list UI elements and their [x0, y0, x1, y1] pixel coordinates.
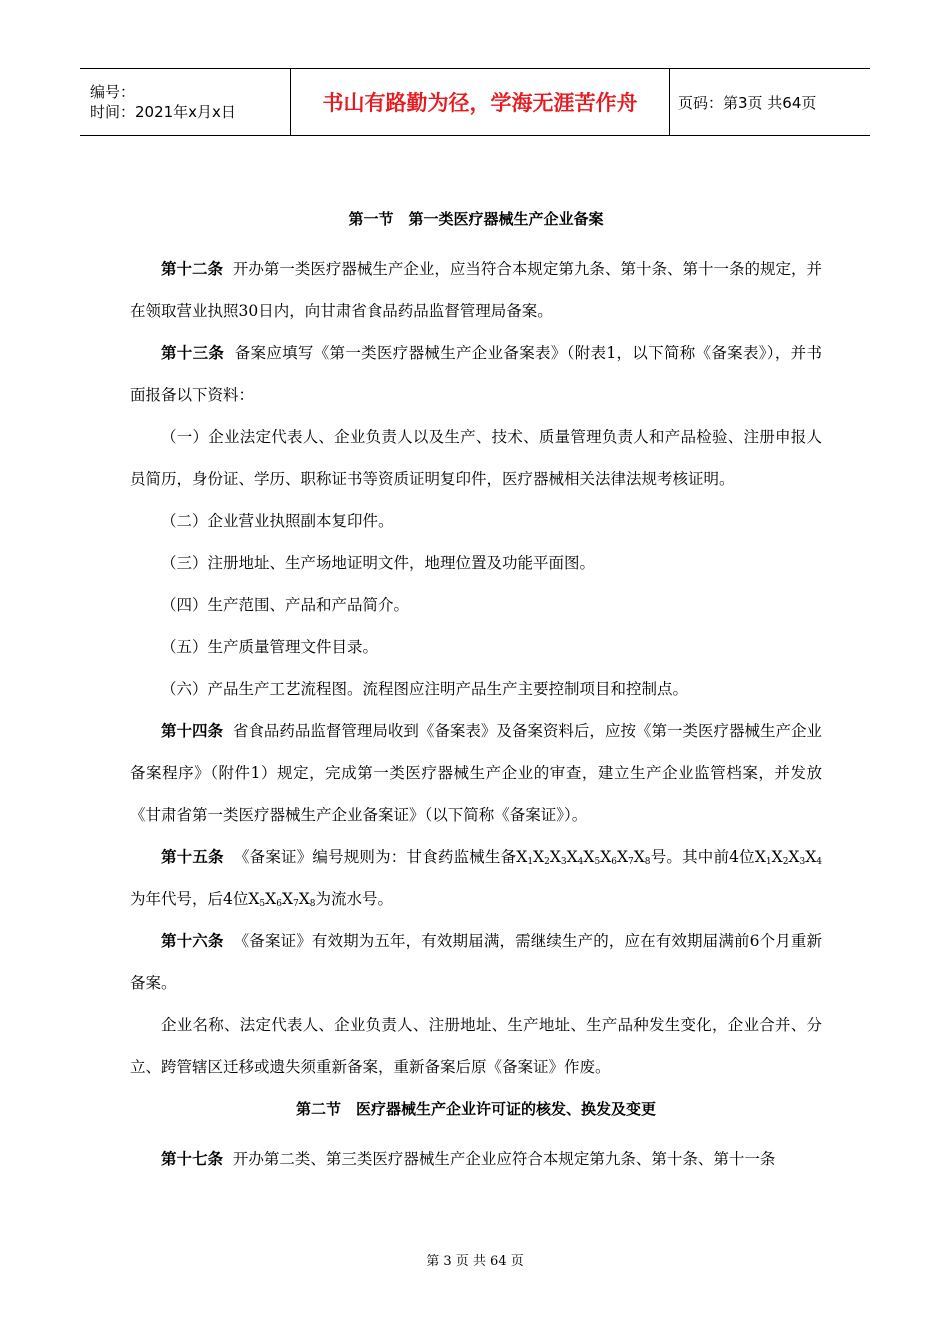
document-body [130, 198, 822, 1180]
section-2-title: 第二节 医疗器械生产企业许可证的核发、换发及变更 [295, 1100, 656, 1118]
article-14 [130, 710, 822, 836]
header-motto: 书山有路勤为径，学海无涯苦作舟 [291, 69, 670, 136]
article-17-text: 开办第二类、第三类医疗器械生产企业应符合本规定第九条、第十条、第十一条 [232, 1150, 776, 1168]
article-15-text-a: 《备案证》编号规则为：甘食药监械生备 [233, 848, 517, 866]
article-12-label: 第十二条 [161, 260, 224, 278]
serial-code-x1-x8: $X_1X_2X_3X_4X_5X_6X_7X_8$ [516, 848, 651, 867]
article-17-label: 第十七条 [161, 1150, 224, 1168]
header-time: 时间：2021年x月x日 [90, 103, 236, 121]
article-16-paragraph-2: 企业名称、法定代表人、企业负责人、注册地址、生产地址、生产品种发生变化，企业合并、分立、跨管辖区迁移或遗失须重新备案，重新备案后原《备案证》作废。 [130, 1016, 822, 1076]
list-item-2: （二）企业营业执照副本复印件。 [161, 512, 394, 530]
article-12 [130, 248, 822, 332]
article-16 [130, 920, 822, 1004]
list-item-6: （六）产品生产工艺流程图。流程图应注明产品生产主要控制项目和控制点。 [161, 680, 689, 698]
article-14-text: 省食品药品监督管理局收到《备案表》及备案资料后，应按《第一类医疗器械生产企业备案程序》（附件1）规定，完成第一类医疗器械生产企业的审查，建立生产企业监管档案，并发放《甘肃省第一类医疗器械生产企业备案证》（以下简称《备案证》）。 [130, 722, 822, 824]
article-13-label: 第十三条 [161, 344, 225, 362]
list-item-4: （四）生产范围、产品和产品简介。 [161, 596, 410, 614]
list-item-1: （一）企业法定代表人、企业负责人以及生产、技术、质量管理负责人和产品检验、注册申报人员简历，身份证、学历、职称证书等资质证明复印件，医疗器械相关法律法规考核证明。 [130, 428, 822, 488]
header-number: 编号： [90, 83, 136, 101]
article-16-text: 《备案证》有效期为五年，有效期届满，需继续生产的，应在有效期届满前6个月重新备案。 [130, 932, 822, 992]
article-14-label: 第十四条 [161, 722, 224, 740]
header-meta [80, 69, 291, 136]
article-17 [130, 1138, 822, 1180]
article-16-label: 第十六条 [161, 932, 224, 950]
article-15-text-b: 号。其中前4位 [650, 848, 755, 866]
article-15-text-d: 为流水号。 [315, 890, 394, 908]
list-item-3: （三）注册地址、生产场地证明文件，地理位置及功能平面图。 [161, 554, 596, 572]
serial-code-x5-x8: $X_5X_6X_7X_8$ [248, 890, 316, 909]
article-13-text: 备案应填写《第一类医疗器械生产企业备案表》（附表1，以下简称《备案表》），并书面报备以下资料： [130, 344, 822, 404]
page-header [80, 68, 870, 136]
page-footer: 第 3 页 共 64 页 [426, 1254, 524, 1269]
header-page-code: 页码：第3页 共64页 [670, 69, 871, 136]
article-12-text: 开办第一类医疗器械生产企业，应当符合本规定第九条、第十条、第十一条的规定，并在领取营业执照30日内，向甘肃省食品药品监督管理局备案。 [130, 260, 822, 320]
section-1-title: 第一节 第一类医疗器械生产企业备案 [348, 210, 604, 228]
article-15-label: 第十五条 [161, 848, 224, 866]
article-15-text-c: 为年代号，后4位 [130, 890, 249, 908]
year-code-x1-x4: $X_1X_2X_3X_4$ [754, 848, 822, 867]
article-15 [130, 836, 822, 920]
list-item-5: （五）生产质量管理文件目录。 [161, 638, 379, 656]
article-13 [130, 332, 822, 416]
